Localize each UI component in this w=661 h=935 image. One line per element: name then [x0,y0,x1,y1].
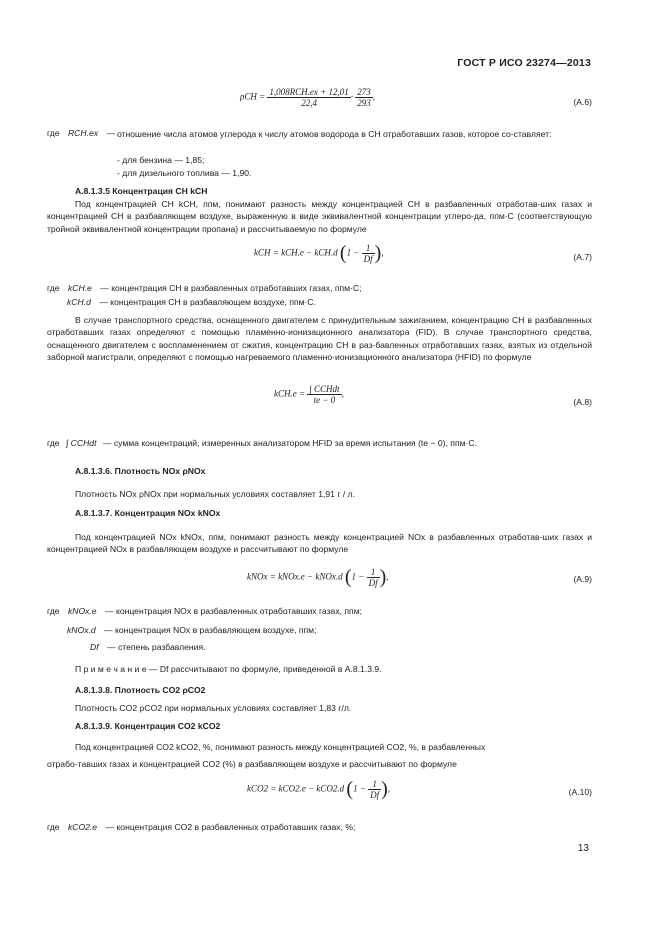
paragraph-fid: В случае транспортного средства, оснащенного двигателем с принудительным зажиганием, концентрацию CH в разбавленных отработавших газах определяют с помощью пламенно-ионизационного анализатора (FID). В случае транспортного средства, оснащенного двигателем с воспламенением от сжатия, концентрацию CH в раз-бавленных отработавших газах, взятых из отдельной заборной магистрали, определяют с помощью нагреваемого пламенно-ионизационного анализатора (HFID) по формуле [47,315,592,362]
where-a8-line [47,438,477,448]
equation-a6-number: (А.6) [573,97,592,107]
equation-a8: kCH.e = $\frac{\text{∫ CCHdt}}{te - 0}$ , [274,384,344,405]
equation-a9-number: (А.9) [573,574,592,584]
where-a6-text: отношение числа атомов углерода к числу атомов водорода в CH отработавших газов, которое со-ставляет: [117,129,552,139]
equation-a8-number: (А.8) [573,397,592,407]
equation-a10-number: (А.10) [568,787,592,797]
integral-expression: ∫ CCHdt [65,438,97,448]
variable-rchex: RCH.ex [67,128,99,138]
where-prefix: где [47,128,60,138]
document-header: ГОСТ Р ИСО 23274—2013 [457,57,591,69]
definition-knoxd: — концентрация NOx в разбавляющем воздухе, ппм; [104,625,317,635]
equation-a10-lhs: kCO2 = kCO2.e − kCO2.d [247,783,345,794]
equation-a6-denominator-2: 293 [357,98,371,108]
equation-a8-lhs: kCH.e = [274,388,306,399]
equation-a6-numerator: 1,008RCH.ex + 12,01 [269,87,349,97]
equation-a9-one: 1 − [351,571,365,582]
where-a9-line-3 [90,642,206,652]
paragraph-kco2-line-2: отрабо-тавших газах и концентрацией CO2 (%) в разбавляющем воздухе и рассчитывают по формуле [47,759,457,769]
variable-knoxd: kNOx.d [67,625,96,635]
where-a6-line [47,128,115,138]
equation-a10: kCO2 = kCO2.e − kCO2.d (1 − $\frac{1}{Df}$ ), [247,778,391,800]
variable-df: Df [90,642,99,652]
where-a10-line-1 [47,822,355,832]
equation-a9-lhs: kNOx = kNOx.e − kNOx.d [247,571,343,582]
equation-a7-number: (А.7) [573,252,592,262]
equation-a7: kCH = kCH.e − kCH.d (1 − $\frac{1}{Df}$ ), [254,242,384,264]
definition-knoxe: — концентрация NOx в разбавленных отработавших газах, ппм; [104,606,362,616]
where-a9-line-2 [67,625,316,635]
equation-a6-fraction [267,87,350,108]
definition-kco2e: — концентрация CO2 в разбавленных отработавших газах, %; [105,822,356,832]
equation-a9: kNOx = kNOx.e − kNOx.d (1 − $\frac{1}{Df}$ ), [247,566,389,588]
equation-a7-lhs: kCH = kCH.e − kCH.d [254,247,338,258]
paragraph-co2-density: Плотность CO2 ρCO2 при нормальных условиях составляет 1,83 г/л. [75,703,352,713]
equation-a7-denominator: Df [363,254,373,264]
equation-a10-numerator: 1 [368,779,381,790]
where-prefix: где [47,822,60,832]
list-item-petrol: - для бензина — 1,85; [117,155,205,165]
where-prefix: где [47,606,60,616]
equation-a7-one: 1 − [346,247,360,258]
equation-a10-denominator: Df [370,790,380,800]
equation-a6-lhs: ρCH = [240,91,266,102]
paragraph-knox: Под концентрацией NOx kNOx, ппм, понимают разность между концентрацией NOx в разбавленных отработав-ших газах и концентрацией NOx в разбавляющем воздухе и рассчитывают по формуле [47,532,592,555]
equation-a8-fraction [307,384,341,405]
paragraph-nox-density: Плотность NOx ρNOx при нормальных условиях составляет 1,91 г / л. [75,489,356,499]
equation-a6-fraction-2 [355,87,373,108]
note: П р и м е ч а н и е — Df рассчитывают по формуле, приведенной в А.8.1.3.9. [75,664,382,674]
equation-a8-numerator: ∫ CCHdt [309,384,340,394]
equation-a7-numerator: 1 [362,243,375,254]
equation-a10-fraction [368,779,381,800]
section-title-a8137: А.8.1.3.7. Концентрация NOx kNOx [75,508,221,518]
list-item-diesel: - для дизельного топлива — 1,90. [117,168,252,178]
equation-a9-numerator: 1 [367,567,380,578]
page-number: 13 [577,843,589,854]
section-title-a8138: А.8.1.3.8. Плотность CO2 ρCO2 [75,685,206,695]
section-title-a8136: А.8.1.3.6. Плотность NOx ρNOx [75,466,206,476]
where-prefix: где [47,283,60,293]
equation-a9-fraction [367,567,380,588]
where-a7-line-1 [47,283,362,293]
equation-a9-denominator: Df [368,578,378,588]
equation-a6-numerator-2: 273 [357,87,371,97]
paragraph-kco2-line-1: Под концентрацией CO2 kCO2, %, понимают разность между концентрацией CO2, %, в разбавленных [75,742,486,752]
paragraph-kch: Под концентрацией CH kCH, ппм, понимают разность между концентрацией CH в разбавленных отработав-ших газах и концентрацией CH в разбавляющем воздухе, выраженную в виде эквивалентной концентрации углеро-да, ппм·С (соответствующую тройной эквивалентной концентрации пропана) и рассчитываемую по формуле [47,199,592,234]
where-a7-line-2 [67,297,316,307]
variable-knoxe: kNOx.e [67,606,97,616]
dash: — [106,128,116,138]
equation-a6-denominator: 22,4 [301,98,317,108]
where-prefix: где [47,438,60,448]
equation-a7-fraction [362,243,375,264]
definition-kche: — концентрация CH в разбавленных отработавших газах, ппм·С; [100,283,362,293]
equation-a8-denominator: te − 0 [313,395,336,405]
variable-kco2e: kCO2.e [67,822,98,832]
definition-df: — степень разбавления. [106,642,206,652]
definition-integral: — сумма концентраций, измеренных анализатором HFID за время испытания (te − 0), ппм·С. [102,438,477,448]
equation-a10-one: 1 − [353,783,366,794]
section-title-a8135: А.8.1.3.5 Концентрация CH kCH [75,186,208,196]
variable-kchd: kCH.d [67,297,91,307]
equation-a6: ρCH = $\frac{\text{1,008RCH.ex + 12,01}}{22,4}$ · $\frac{273}{293}$ , [240,87,375,108]
definition-kchd: — концентрация CH в разбавляющем воздухе, ппм·С. [99,297,316,307]
variable-kche: kCH.e [67,283,92,293]
where-a9-line-1 [47,606,362,616]
section-title-a8139: А.8.1.3.9. Концентрация CO2 kCO2 [75,721,221,731]
